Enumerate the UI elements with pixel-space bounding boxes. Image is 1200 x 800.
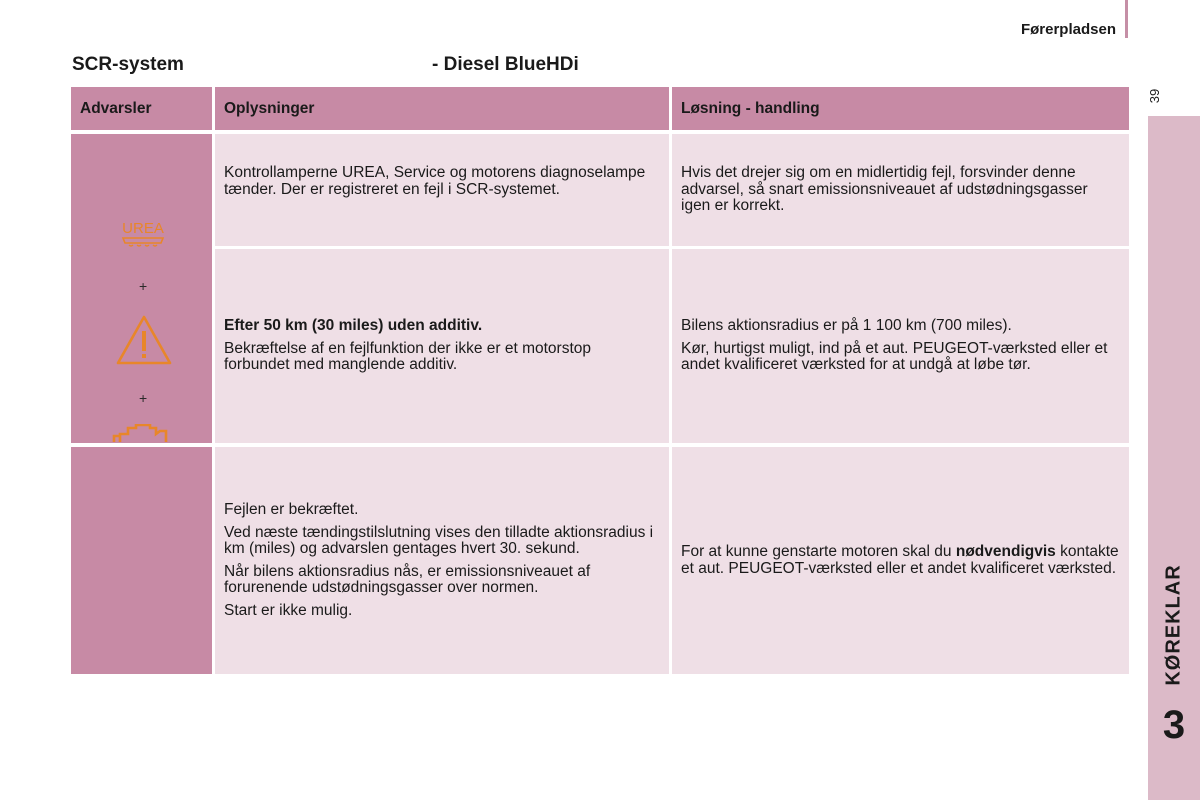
chapter-number: 3: [1162, 703, 1186, 747]
svg-text:UREA: UREA: [122, 220, 164, 237]
solution-paragraph: Kør, hurtigst muligt, ind på et aut. PEUGEOT-værksted eller et andet kvalificeret værksted for at undgå at løbe tør.: [681, 339, 1108, 374]
chapter-label: [1146, 560, 1200, 690]
running-header: Førerpladsen: [1020, 21, 1116, 38]
plus-sign: +: [139, 390, 148, 406]
row-2-information: [215, 249, 669, 443]
engine-diagnosis-icon: [112, 424, 170, 443]
chapter-side-tab: [1148, 116, 1200, 800]
row-3-solution: [672, 447, 1129, 674]
scr-warning-table: [71, 87, 1129, 674]
urea-warning-icon: [120, 216, 166, 250]
solution-emphasis: nødvendigvis: [955, 543, 1056, 560]
row-2-solution: [672, 249, 1129, 443]
solution-text: For at kunne genstarte motoren skal du: [681, 543, 952, 560]
warning-icons-cell: [71, 134, 212, 443]
page-number: 39: [1147, 88, 1162, 104]
header-information: Oplysninger: [215, 87, 669, 130]
solution-paragraph: [681, 544, 1120, 577]
info-paragraph: Bekræftelse af en fejlfunktion der ikke er et motorstop forbundet med manglende additiv.: [224, 339, 592, 374]
plus-sign: +: [139, 278, 148, 294]
row-1-solution: [672, 134, 1129, 246]
info-heading: Efter 50 km (30 miles) uden additiv.: [224, 317, 483, 335]
warning-cell-empty: [71, 447, 212, 674]
solution-text: kontakte et aut. PEUGEOT-værksted eller et andet kvalificeret værksted.: [681, 543, 1119, 577]
solution-paragraph: Bilens aktionsradius er på 1 100 km (700 miles).: [681, 317, 1012, 335]
header-solution: Løsning - handling: [672, 87, 1129, 130]
row-3-information: [215, 447, 669, 674]
section-title: SCR-system: [72, 54, 184, 75]
solution-paragraph: Hvis det drejer sig om en midlertidig fejl, forsvinder denne advarsel, så snart emissionsniveauet af udstødningsgasser igen er korrekt.: [681, 164, 1088, 214]
info-paragraph: Fejlen er bekræftet.: [224, 501, 359, 518]
header-rule: [1125, 0, 1128, 38]
info-paragraph: Ved næste tændingstilslutning vises den tilladte aktionsradius i km (miles) og advarslen gentages hvert 30. sekund.: [224, 523, 654, 557]
row-1-information: [215, 134, 669, 246]
header-warnings: Advarsler: [71, 87, 212, 130]
info-paragraph: Kontrollamperne UREA, Service og motorens diagnoselampe tænder. Der er registreret en fejl i SCR-systemet.: [224, 164, 646, 198]
service-warning-icon: [115, 313, 173, 367]
info-paragraph: Start er ikke mulig.: [224, 601, 353, 619]
chapter-label-text: KØREKLAR: [1162, 564, 1185, 686]
info-paragraph: Når bilens aktionsradius nås, er emissionsniveauet af forurenende udstødningsgasser over normen.: [224, 562, 591, 596]
section-subtitle: - Diesel BlueHDi: [432, 54, 579, 75]
